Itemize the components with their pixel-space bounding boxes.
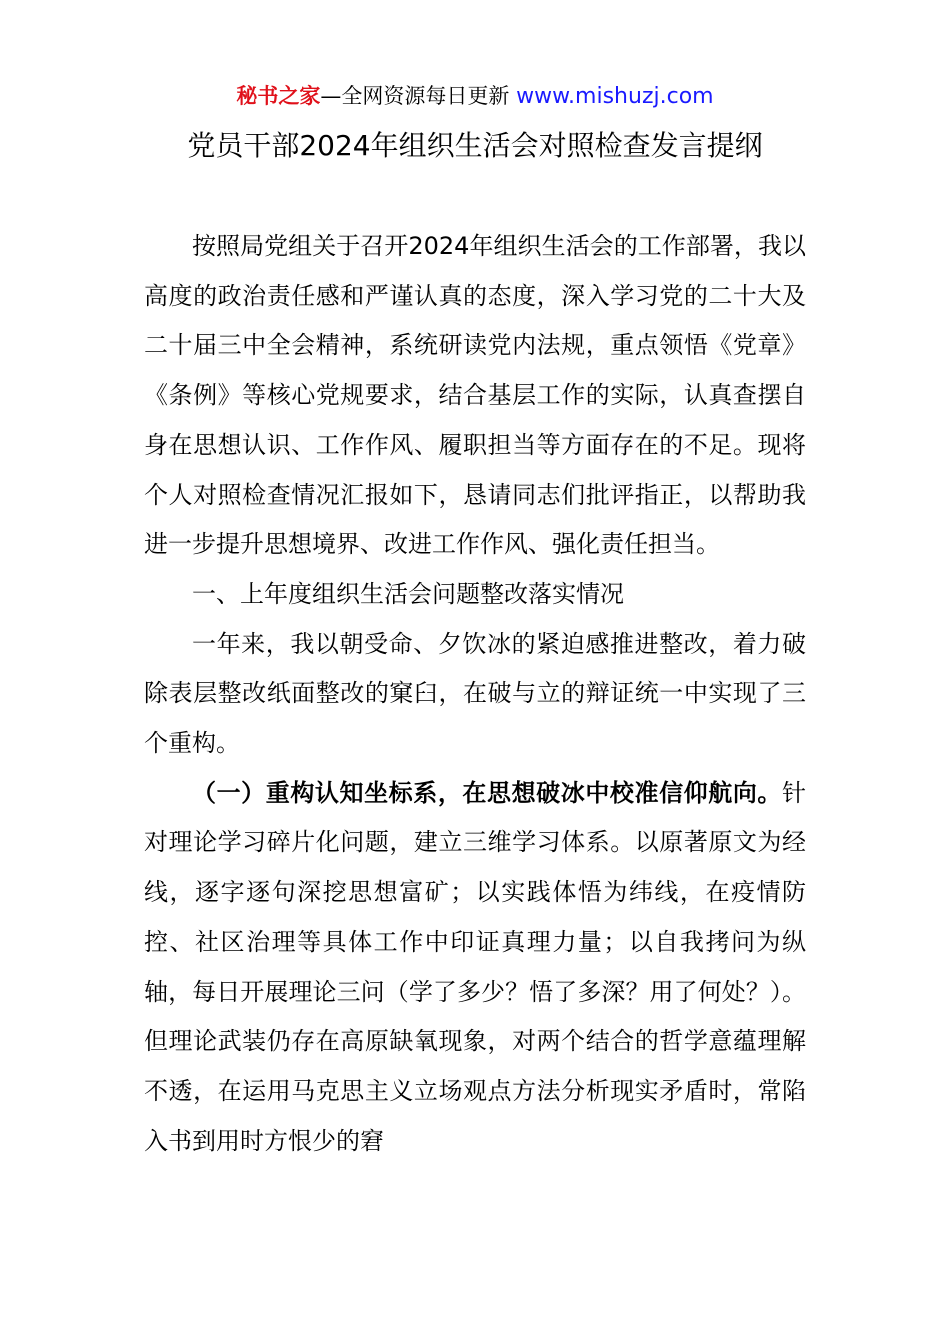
document-title: 党员干部2024年组织生活会对照检查发言提纲 xyxy=(187,129,763,162)
section-heading-1: 一、上年度组织生活会问题整改落实情况 xyxy=(192,579,624,608)
site-tagline: —全网资源每日更新 xyxy=(320,84,510,108)
subsection-1-paragraph xyxy=(144,769,806,1167)
site-name: 秘书之家 xyxy=(236,84,321,108)
intro-paragraph: 按照局党组关于召开2024年组织生活会的工作部署，我以高度的政治责任感和严谨认真的态度，深入学习党的二十大及二十届三中全会精神，系统研读党内法规，重点领悟《党章》《条例》等核心党规要求，结合基层工作的实际，认真查摆自身在思想认识、工作作风、履职担当等方面存在的不足。现将个人对照检查情况汇报如下，恳请同志们批评指正，以帮助我进一步提升思想境界、改进工作作风、强化责任担当。 xyxy=(144,232,806,559)
subsection-1-body: 针对理论学习碎片化问题，建立三维学习体系。以原著原文为经线，逐字逐句深挖思想富矿；以实践体悟为纬线，在疫情防控、社区治理等具体工作中印证真理力量；以自我拷问为纵轴，每日开展理论三问（学了多少？悟了多深？用了何处？）。但理论武装仍存在高原缺氧现象，对两个结合的哲学意蕴理解不透，在运用马克思主义立场观点方法分析现实矛盾时，常陷入书到用时方恨少的窘 xyxy=(144,778,806,1155)
site-header xyxy=(0,82,950,111)
document-body xyxy=(144,222,806,1166)
site-url-link[interactable]: www.mishuzj.com xyxy=(516,84,714,109)
subsection-1-lead: （一）重构认知坐标系，在思想破冰中校准信仰航向。 xyxy=(192,778,782,807)
section-1-paragraph: 一年来，我以朝受命、夕饮冰的紧迫感推进整改，着力破除表层整改纸面整改的窠臼，在破与立的辩证统一中实现了三个重构。 xyxy=(144,629,806,758)
